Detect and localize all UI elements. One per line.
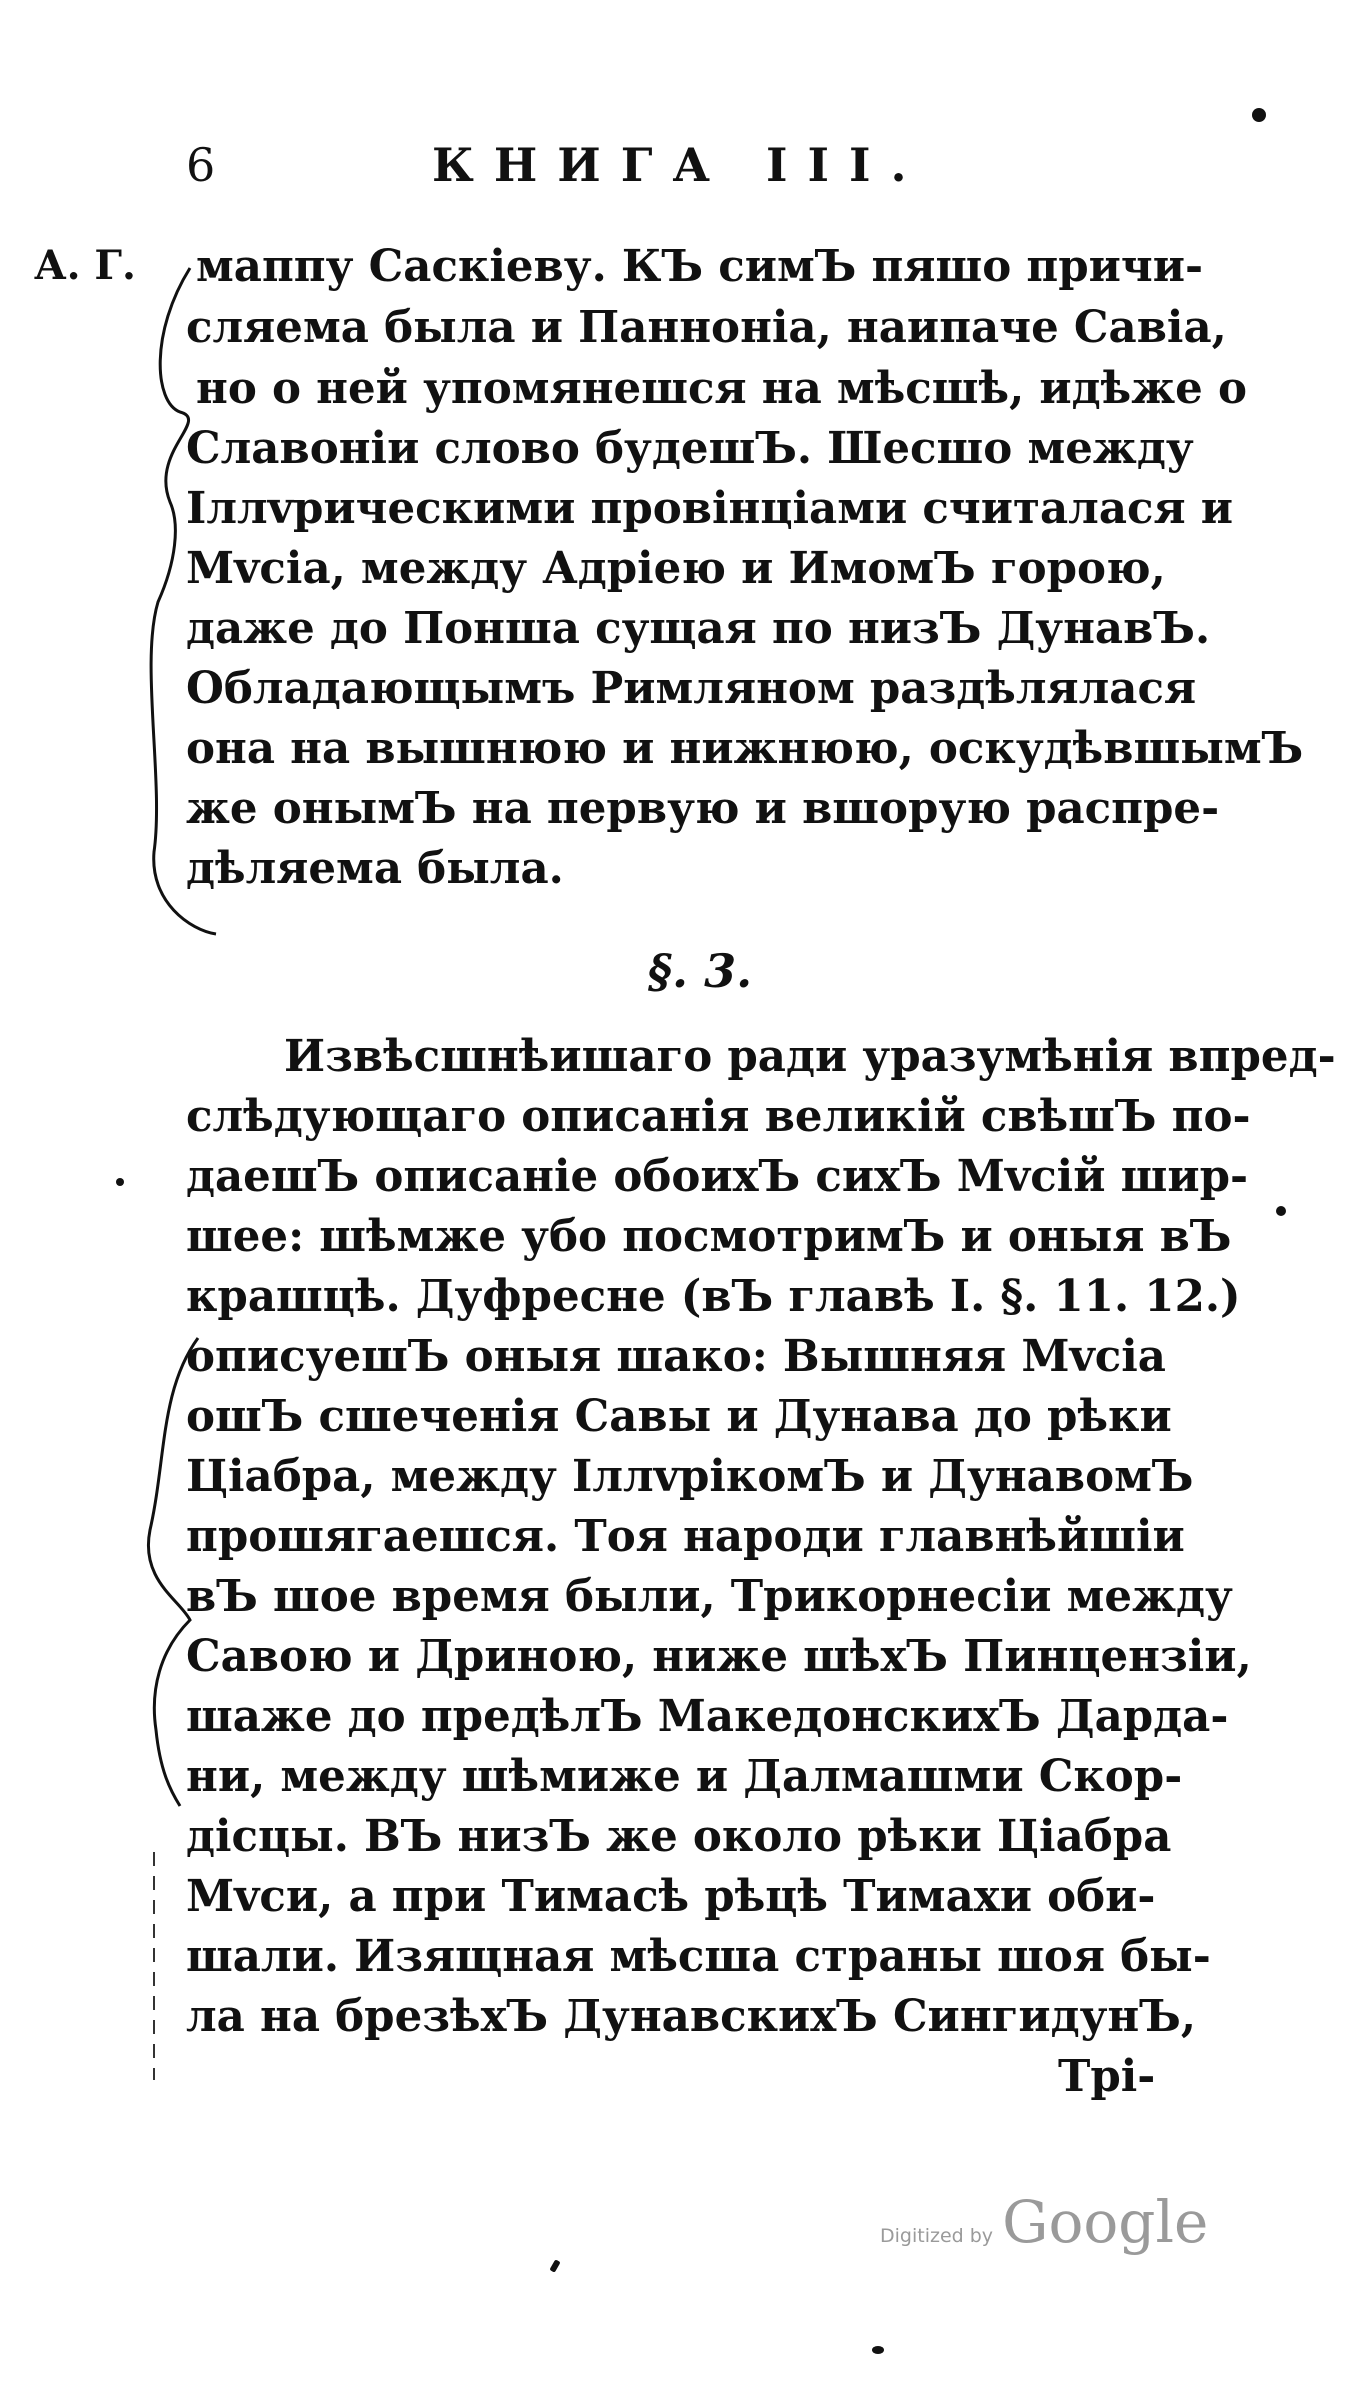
text-line: Обладающымъ Римляном раздѣлялася bbox=[186, 663, 1197, 714]
text-line: шее: шѣмже убо посмотримЪ и оныя вЪ bbox=[186, 1211, 1232, 1262]
text-line: описуешЪ оныя шако: Вышняя Мvсіа bbox=[186, 1331, 1166, 1382]
text-line: Савою и Дриною, ниже шѣхЪ Пинцензіи, bbox=[186, 1631, 1252, 1682]
text-line: она на вышнюю и нижнюю, оскудѣвшымЪ bbox=[186, 723, 1304, 774]
text-line: маппу Саскіеву. КЪ симЪ пяшо причи- bbox=[196, 241, 1204, 292]
ink-speck bbox=[1252, 108, 1266, 122]
text-line: Мvсіа, между Адріею и ИмомЪ горою, bbox=[186, 543, 1166, 594]
catchword: Трі- bbox=[1058, 2051, 1156, 2102]
running-title: КНИГА III. bbox=[432, 138, 927, 192]
text-line: вЪ шое время были, Трикорнесіи между bbox=[186, 1571, 1233, 1622]
margin-bracket-mark bbox=[120, 1330, 220, 1810]
text-line: даешЪ описаніе обоихЪ сихЪ Мvсій шир- bbox=[186, 1151, 1249, 1202]
text-line: дѣляема была. bbox=[186, 843, 564, 894]
text-line: сляема была и Панноніа, наипаче Савіа, bbox=[186, 302, 1227, 353]
page-header bbox=[186, 138, 976, 208]
margin-note: А. Г. bbox=[34, 242, 136, 289]
text-line: Извѣсшнѣишаго ради уразумѣнія впред- bbox=[284, 1031, 1336, 1082]
margin-dash-mark bbox=[144, 1850, 164, 2080]
text-line: ла на брезѣхЪ ДунавскихЪ СингидунЪ, bbox=[186, 1991, 1197, 2042]
text-line: даже до Понша сущая по низЪ ДунавЪ. bbox=[186, 603, 1211, 654]
text-line: Мvси, а при Тимасѣ рѣцѣ Тимахи оби- bbox=[186, 1871, 1156, 1922]
text-line: ни, между шѣмиже и Далмашми Скор- bbox=[186, 1751, 1183, 1802]
text-line: Ціабра, между ІллvрікомЪ и ДунавомЪ bbox=[186, 1451, 1194, 1502]
text-line: слѣдующаго описанія великій свѣшЪ по- bbox=[186, 1091, 1251, 1142]
text-line: крашцѣ. Дуфресне (вЪ главѣ I. §. 11. 12.) bbox=[186, 1271, 1241, 1322]
ink-speck bbox=[549, 2259, 560, 2272]
ink-speck bbox=[116, 1178, 124, 1186]
text-line: Славоніи слово будешЪ. Шесшо между bbox=[186, 423, 1194, 474]
margin-bracket-mark bbox=[120, 262, 230, 942]
text-line: дісцы. ВЪ низЪ же около рѣки Ціабра bbox=[186, 1811, 1172, 1862]
text-line: прошягаешся. Тоя народи главнѣйшіи bbox=[186, 1511, 1185, 1562]
text-line: Іллvрическими провінціами считалася и bbox=[186, 483, 1234, 534]
text-line: ошЪ сшеченія Савы и Дунава до рѣки bbox=[186, 1391, 1172, 1442]
ink-speck bbox=[1276, 1206, 1286, 1216]
digitized-label: Digitized by bbox=[880, 2225, 994, 2247]
text-line: но о ней упомянешся на мѣсшѣ, идѣже о bbox=[196, 363, 1247, 414]
digitized-by-google-watermark bbox=[880, 2188, 1208, 2256]
ink-speck bbox=[872, 2346, 884, 2354]
text-line: шали. Изящная мѣсша страны шоя бы- bbox=[186, 1931, 1211, 1982]
google-logo-text: Google bbox=[1002, 2188, 1209, 2256]
text-line: шаже до предѣлЪ МакедонскихЪ Дарда- bbox=[186, 1691, 1229, 1742]
text-line: же онымЪ на первую и вшорую распре- bbox=[186, 783, 1220, 834]
page-number: 6 bbox=[186, 138, 216, 192]
section-mark: §. 3. bbox=[648, 944, 753, 998]
